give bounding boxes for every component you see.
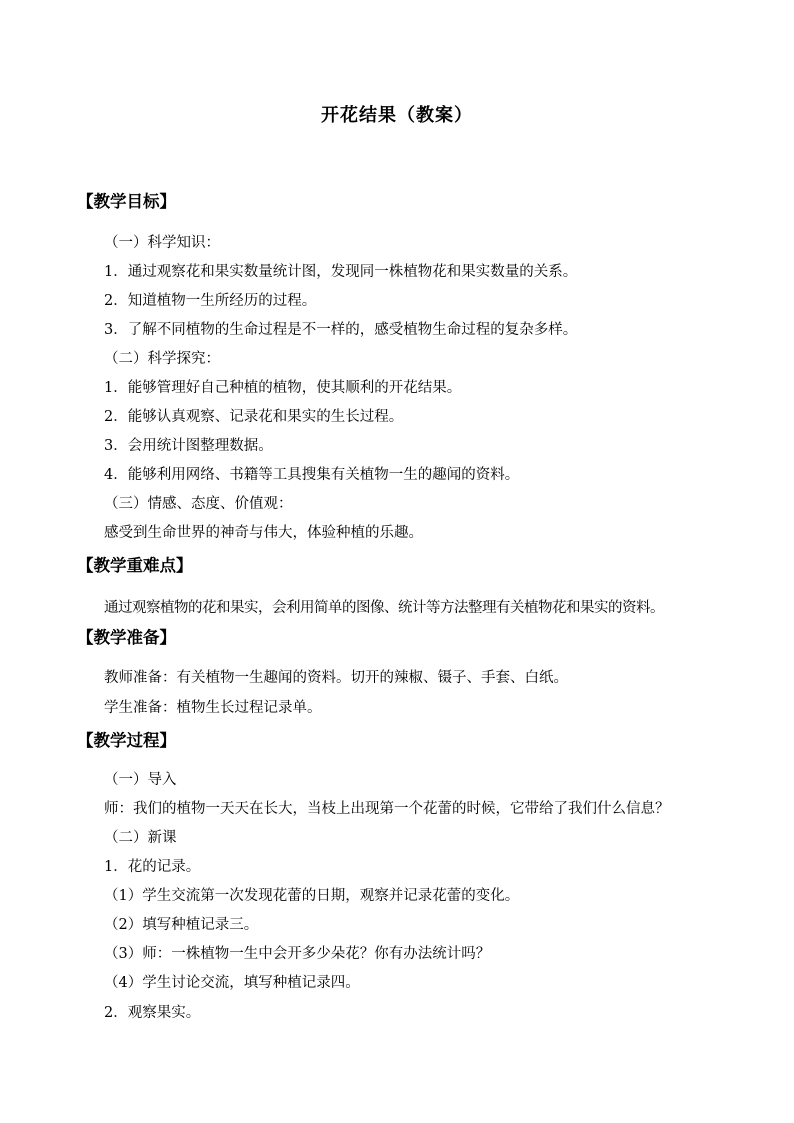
paragraph-line: 4．能够利用网络、书籍等工具搜集有关植物一生的趣闻的资料。 <box>104 467 520 483</box>
paragraph-line: （二）科学探究： <box>104 351 220 367</box>
paragraph-line: 教师准备：有关植物一生趣闻的资料。切开的辣椒、镊子、手套、白纸。 <box>104 670 568 686</box>
section-heading-preparation: 【教学准备】 <box>77 628 176 647</box>
paragraph-line: 3．了解不同植物的生命过程是不一样的，感受植物生命过程的复杂多样。 <box>104 322 578 338</box>
paragraph-line: 感受到生命世界的神奇与伟大，体验种植的乐趣。 <box>104 525 423 541</box>
section-heading-process: 【教学过程】 <box>77 731 176 750</box>
paragraph-line: （一）科学知识： <box>104 235 220 251</box>
paragraph-line: （4）学生讨论交流，填写种植记录四。 <box>104 975 360 991</box>
paragraph-line: （一）导入 <box>104 772 177 788</box>
paragraph-line: 1．通过观察花和果实数量统计图，发现同一株植物花和果实数量的关系。 <box>104 264 578 280</box>
paragraph-line: （2）填写种植记录三。 <box>104 917 259 933</box>
paragraph-line: 2．知道植物一生所经历的过程。 <box>104 293 317 309</box>
paragraph-line: （二）新课 <box>104 830 177 846</box>
paragraph-line: 师：我们的植物一天天在长大，当枝上出现第一个花蕾的时候，它带给了我们什么信息？ <box>104 801 670 817</box>
section-heading-key-points: 【教学重难点】 <box>77 556 193 575</box>
paragraph-line: 2．观察果实。 <box>104 1005 201 1021</box>
section-heading-objectives: 【教学目标】 <box>77 192 176 211</box>
paragraph-line: （3）师：一株植物一生中会开多少朵花？你有办法统计吗？ <box>104 946 491 962</box>
paragraph-line: 通过观察植物的花和果实，会利用简单的图像、统计等方法整理有关植物花和果实的资料。 <box>104 600 664 616</box>
paragraph-line: 2．能够认真观察、记录花和果实的生长过程。 <box>104 409 404 425</box>
paragraph-line: 1．花的记录。 <box>104 859 201 875</box>
paragraph-line: 3．会用统计图整理数据。 <box>104 438 273 454</box>
paragraph-line: 1．能够管理好自己种植的植物，使其顺利的开花结果。 <box>104 380 462 396</box>
paragraph-line: （三）情感、态度、价值观： <box>104 496 293 512</box>
paragraph-line: （1）学生交流第一次发现花蕾的日期，观察并记录花蕾的变化。 <box>104 888 520 904</box>
document-title: 开花结果（教案） <box>321 105 473 126</box>
paragraph-line: 学生准备：植物生长过程记录单。 <box>104 700 322 716</box>
